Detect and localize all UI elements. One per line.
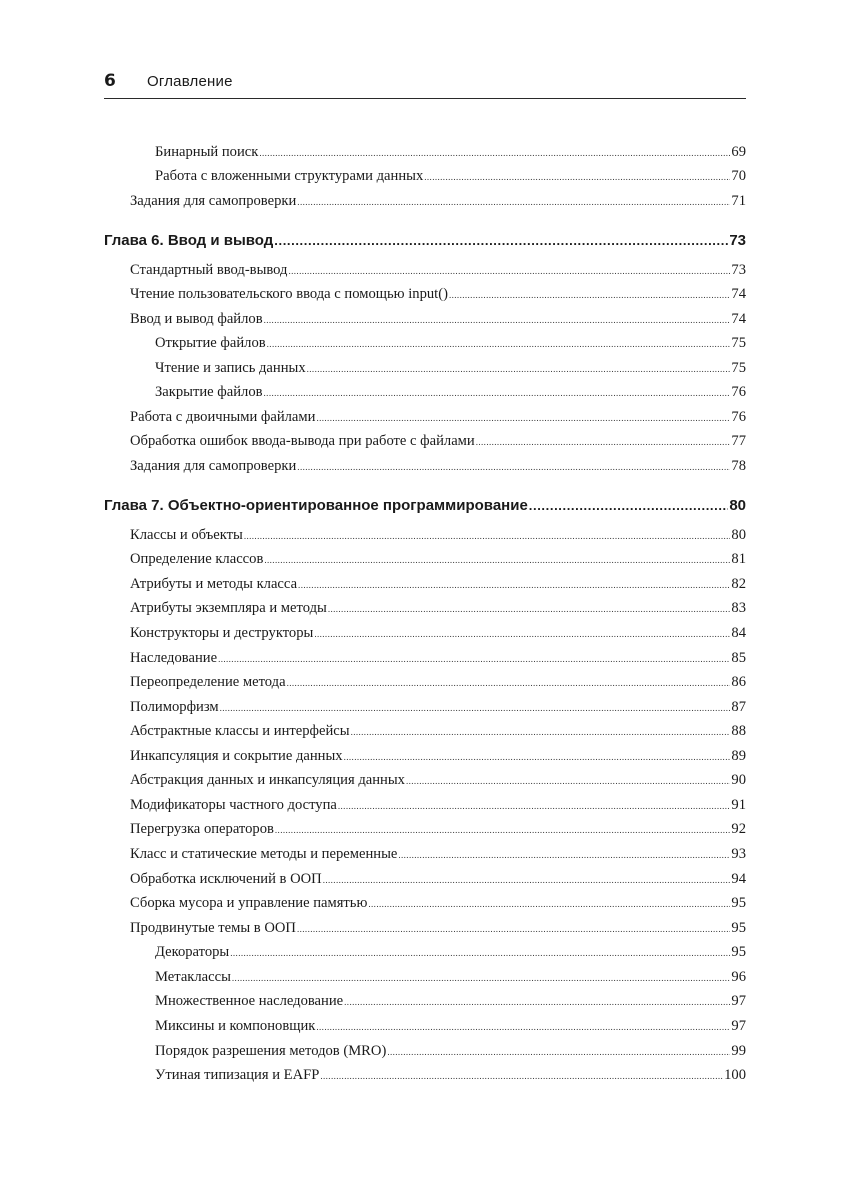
dot-leader bbox=[368, 893, 730, 915]
dot-leader bbox=[264, 549, 730, 571]
dot-leader bbox=[351, 721, 731, 743]
toc-entry-title: Класс и статические методы и переменные bbox=[130, 846, 398, 862]
dot-leader bbox=[344, 991, 730, 1013]
toc-entry bbox=[155, 1040, 746, 1062]
toc-entry-page: 94 bbox=[731, 871, 746, 887]
toc-entry-title: Метаклассы bbox=[155, 969, 231, 985]
toc-entry-page: 96 bbox=[731, 969, 746, 985]
toc-entry-title: Стандартный ввод-вывод bbox=[130, 262, 288, 278]
toc-entry-title: Сборка мусора и управление памятью bbox=[130, 895, 368, 911]
toc-entry-page: 100 bbox=[724, 1067, 746, 1083]
dot-leader bbox=[232, 967, 731, 989]
dot-leader bbox=[449, 284, 730, 306]
toc-entry-title: Чтение пользовательского ввода с помощью input() bbox=[130, 286, 448, 302]
toc-entry-title: Закрытие файлов bbox=[155, 384, 263, 400]
toc-entry bbox=[130, 548, 746, 570]
toc-entry bbox=[155, 966, 746, 988]
dot-leader bbox=[297, 191, 730, 213]
dot-leader bbox=[529, 494, 729, 518]
toc-entry-title: Задания для самопроверки bbox=[130, 193, 297, 209]
toc-entry-title: Инкапсуляция и сокрытие данных bbox=[130, 748, 343, 764]
dot-leader bbox=[264, 382, 731, 404]
toc-entry-page: 70 bbox=[731, 168, 746, 184]
running-title: Оглавление bbox=[147, 73, 233, 90]
dot-leader bbox=[274, 229, 728, 253]
toc-entry bbox=[155, 941, 746, 963]
toc-entry-title: Декораторы bbox=[155, 944, 230, 960]
page-header bbox=[104, 68, 746, 99]
dot-leader bbox=[344, 746, 731, 768]
toc-entry-title: Задания для самопроверки bbox=[130, 458, 297, 474]
dot-leader bbox=[387, 1041, 730, 1063]
toc-entry-title: Ввод и вывод файлов bbox=[130, 311, 263, 327]
toc-entry-page: 75 bbox=[731, 360, 746, 376]
dot-leader bbox=[220, 697, 731, 719]
toc-entry-title: Работа с вложенными структурами данных bbox=[155, 168, 424, 184]
toc-entry-page: 86 bbox=[731, 674, 746, 690]
toc-entry-title: Определение классов bbox=[130, 551, 264, 567]
toc-entry-page: 75 bbox=[731, 335, 746, 351]
toc-entry-title: Работа с двоичными файлами bbox=[130, 409, 316, 425]
toc-entry bbox=[130, 430, 746, 452]
toc-entry bbox=[130, 406, 746, 428]
toc-entry bbox=[130, 573, 746, 595]
dot-leader bbox=[316, 407, 730, 429]
toc-entry-page: 95 bbox=[731, 895, 746, 911]
toc-entry-title: Абстрактные классы и интерфейсы bbox=[130, 723, 350, 739]
toc-entry bbox=[130, 794, 746, 816]
toc-entry bbox=[130, 917, 746, 939]
toc-entry-title: Перегрузка операторов bbox=[130, 821, 274, 837]
toc-entry-page: 74 bbox=[731, 286, 746, 302]
toc-entry bbox=[130, 524, 746, 546]
toc-entry-page: 92 bbox=[731, 821, 746, 837]
toc-entry bbox=[130, 622, 746, 644]
toc-entry-title: Обработка исключений в ООП bbox=[130, 871, 322, 887]
toc-entry-page: 77 bbox=[731, 433, 746, 449]
toc-entry-page: 87 bbox=[731, 699, 746, 715]
toc-entry bbox=[155, 1015, 746, 1037]
toc-entry-page: 80 bbox=[731, 527, 746, 543]
toc-entry bbox=[130, 597, 746, 619]
toc-chapter-page: 80 bbox=[729, 497, 746, 514]
dot-leader bbox=[244, 525, 731, 547]
toc-entry-page: 95 bbox=[731, 944, 746, 960]
toc-chapter-entry bbox=[104, 229, 746, 253]
toc-entry-title: Открытие файлов bbox=[155, 335, 266, 351]
toc-entry-title: Миксины и компоновщик bbox=[155, 1018, 316, 1034]
toc-entry bbox=[155, 1064, 746, 1086]
toc-entry-title: Абстракция данных и инкапсуляция данных bbox=[130, 772, 405, 788]
toc-entry bbox=[130, 892, 746, 914]
toc-entry-title: Продвинутые темы в ООП bbox=[130, 920, 296, 936]
toc-entry-page: 76 bbox=[731, 409, 746, 425]
dot-leader bbox=[328, 598, 731, 620]
toc-entry-title: Классы и объекты bbox=[130, 527, 243, 543]
dot-leader bbox=[314, 623, 730, 645]
toc-entry-page: 69 bbox=[731, 144, 746, 160]
toc-entry bbox=[130, 843, 746, 865]
toc-entry-title: Чтение и запись данных bbox=[155, 360, 306, 376]
toc-entry-page: 89 bbox=[731, 748, 746, 764]
dot-leader bbox=[264, 309, 731, 331]
toc-entry-page: 97 bbox=[731, 993, 746, 1009]
toc-entry-title: Модификаторы частного доступа bbox=[130, 797, 337, 813]
toc-entry-page: 97 bbox=[731, 1018, 746, 1034]
dot-leader bbox=[406, 770, 730, 792]
toc-entry-page: 84 bbox=[731, 625, 746, 641]
toc-entry-title: Наследование bbox=[130, 650, 218, 666]
dot-leader bbox=[297, 918, 730, 940]
toc-entry-title: Переопределение метода bbox=[130, 674, 286, 690]
toc-entry bbox=[130, 745, 746, 767]
toc-entry-page: 74 bbox=[731, 311, 746, 327]
dot-leader bbox=[259, 142, 730, 164]
toc-entry-title: Утиная типизация и EAFP bbox=[155, 1067, 320, 1083]
toc-entry-page: 90 bbox=[731, 772, 746, 788]
toc-entry-page: 88 bbox=[731, 723, 746, 739]
toc-entry-title: Обработка ошибок ввода-вывода при работе с файлами bbox=[130, 433, 475, 449]
toc-entry-page: 93 bbox=[731, 846, 746, 862]
dot-leader bbox=[316, 1016, 730, 1038]
toc-entry-page: 76 bbox=[731, 384, 746, 400]
dot-leader bbox=[323, 869, 731, 891]
dot-leader bbox=[298, 574, 730, 596]
toc-entry-page: 73 bbox=[731, 262, 746, 278]
page-number: 6 bbox=[104, 71, 116, 91]
toc-entry bbox=[130, 868, 746, 890]
toc-chapter-entry bbox=[104, 494, 746, 518]
toc-entry bbox=[130, 720, 746, 742]
toc-entry-title: Атрибуты и методы класса bbox=[130, 576, 298, 592]
toc-entry bbox=[155, 381, 746, 403]
toc-entry-page: 71 bbox=[731, 193, 746, 209]
dot-leader bbox=[476, 431, 731, 453]
toc-chapter-title: Глава 7. Объектно-ориентированное программирование bbox=[104, 497, 528, 514]
dot-leader bbox=[424, 166, 730, 188]
toc-entry-title: Атрибуты экземпляра и методы bbox=[130, 600, 327, 616]
toc-entry-title: Порядок разрешения методов (MRO) bbox=[155, 1043, 387, 1059]
toc-entry bbox=[155, 332, 746, 354]
dot-leader bbox=[307, 358, 731, 380]
toc-entry bbox=[130, 818, 746, 840]
toc-entry-page: 82 bbox=[731, 576, 746, 592]
dot-leader bbox=[267, 333, 731, 355]
toc-entry-title: Бинарный поиск bbox=[155, 144, 259, 160]
dot-leader bbox=[338, 795, 731, 817]
toc-entry bbox=[130, 671, 746, 693]
toc-entry bbox=[155, 165, 746, 187]
toc-entry-title: Полиморфизм bbox=[130, 699, 219, 715]
toc-entry-page: 78 bbox=[731, 458, 746, 474]
toc-entry bbox=[155, 990, 746, 1012]
dot-leader bbox=[287, 672, 731, 694]
toc-entry bbox=[155, 357, 746, 379]
toc-entry-page: 85 bbox=[731, 650, 746, 666]
toc-entry bbox=[130, 283, 746, 305]
dot-leader bbox=[275, 819, 731, 841]
dot-leader bbox=[398, 844, 730, 866]
toc-entry-page: 83 bbox=[731, 600, 746, 616]
toc-entry bbox=[130, 696, 746, 718]
toc-entry-page: 95 bbox=[731, 920, 746, 936]
toc-entry bbox=[130, 647, 746, 669]
toc-entry-page: 99 bbox=[731, 1043, 746, 1059]
dot-leader bbox=[320, 1065, 723, 1087]
toc-entry-title: Множественное наследование bbox=[155, 993, 344, 1009]
toc-entry bbox=[130, 769, 746, 791]
toc-entry bbox=[130, 455, 746, 477]
dot-leader bbox=[230, 942, 730, 964]
toc-entry bbox=[130, 190, 746, 212]
toc-entry bbox=[155, 141, 746, 163]
toc-entry-page: 81 bbox=[731, 551, 746, 567]
dot-leader bbox=[297, 456, 730, 478]
toc-entry-page: 91 bbox=[731, 797, 746, 813]
dot-leader bbox=[288, 260, 730, 282]
toc-chapter-page: 73 bbox=[729, 232, 746, 249]
toc-entry bbox=[130, 308, 746, 330]
dot-leader bbox=[218, 648, 730, 670]
toc-chapter-title: Глава 6. Ввод и вывод bbox=[104, 232, 274, 249]
toc-entry-title: Конструкторы и деструкторы bbox=[130, 625, 314, 641]
toc-entry bbox=[130, 259, 746, 281]
